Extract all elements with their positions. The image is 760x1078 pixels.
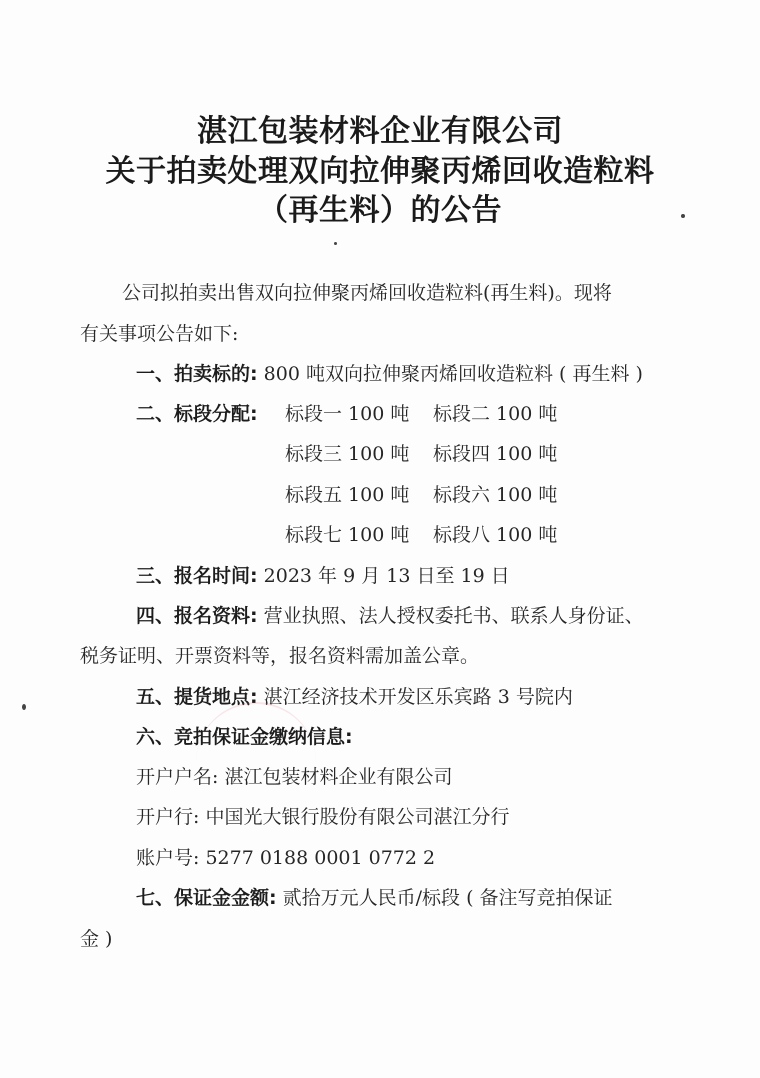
item-1-label: 一、拍卖标的: [136,363,258,385]
bank-label: 开户行: [136,806,200,828]
account-name-row [136,763,452,791]
lot-2: 标段二 100 吨 [433,403,558,425]
intro-line-1: 公司拟拍卖出售双向拉伸聚丙烯回收造粒料(再生料)。现将 [122,282,612,304]
account-name-label: 开户户名: [136,766,219,788]
intro-line-2: 有关事项公告如下: [80,323,239,345]
item-3 [136,562,510,590]
account-number-label: 账户号: [136,847,200,869]
item-3-label: 三、报名时间: [136,565,258,587]
item-6 [136,723,353,751]
bank-row [136,803,509,831]
lot-3: 标段三 100 吨 [285,443,410,465]
item-7-label: 七、保证金金额: [136,887,277,909]
item-3-value: 2023 年 9 月 13 日至 19 日 [263,565,510,587]
item-4-value-line-1: 营业执照、法人授权委托书、联系人身份证、 [263,605,644,627]
account-number-value: 5277 0188 0001 0772 2 [205,847,436,869]
item-5 [136,683,573,711]
item-5-value: 湛江经济技术开发区乐宾路 3 号院内 [263,686,573,708]
lot-6: 标段六 100 吨 [433,484,558,506]
item-4 [136,602,644,630]
account-number-row [136,844,435,872]
lot-7: 标段七 100 吨 [285,524,410,546]
title-line-3: （再生料）的公告 [258,193,502,228]
item-4-value-line-2: 税务证明、开票资料等，报名资料需加盖公章。 [80,645,480,667]
lot-4: 标段四 100 吨 [433,443,558,465]
item-7-value-line-1: 贰拾万元人民币/标段 ( 备注写竞拍保证 [282,887,613,909]
scan-speck [22,704,26,710]
item-5-label: 五、提货地点: [136,686,258,708]
lot-8: 标段八 100 吨 [433,524,558,546]
account-name-value: 湛江包装材料企业有限公司 [224,766,453,788]
item-1-value: 800 吨双向拉伸聚丙烯回收造粒料 ( 再生料 ) [263,363,643,385]
title-line-1: 湛江包装材料企业有限公司 [197,114,563,149]
item-2-label-row [136,400,258,428]
bank-value: 中国光大银行股份有限公司湛江分行 [205,806,510,828]
lot-1: 标段一 100 吨 [285,403,410,425]
scan-speck [334,242,337,245]
item-6-label: 六、竞拍保证金缴纳信息: [136,726,353,748]
item-7-value-line-2: 金 ) [80,928,113,950]
scan-speck [681,214,685,218]
item-7 [136,884,613,912]
lot-5: 标段五 100 吨 [285,484,410,506]
item-2-label: 二、标段分配: [136,403,258,425]
item-1 [136,360,643,388]
item-4-label: 四、报名资料: [136,605,258,627]
title-line-2: 关于拍卖处理双向拉伸聚丙烯回收造粒料 [105,154,655,189]
